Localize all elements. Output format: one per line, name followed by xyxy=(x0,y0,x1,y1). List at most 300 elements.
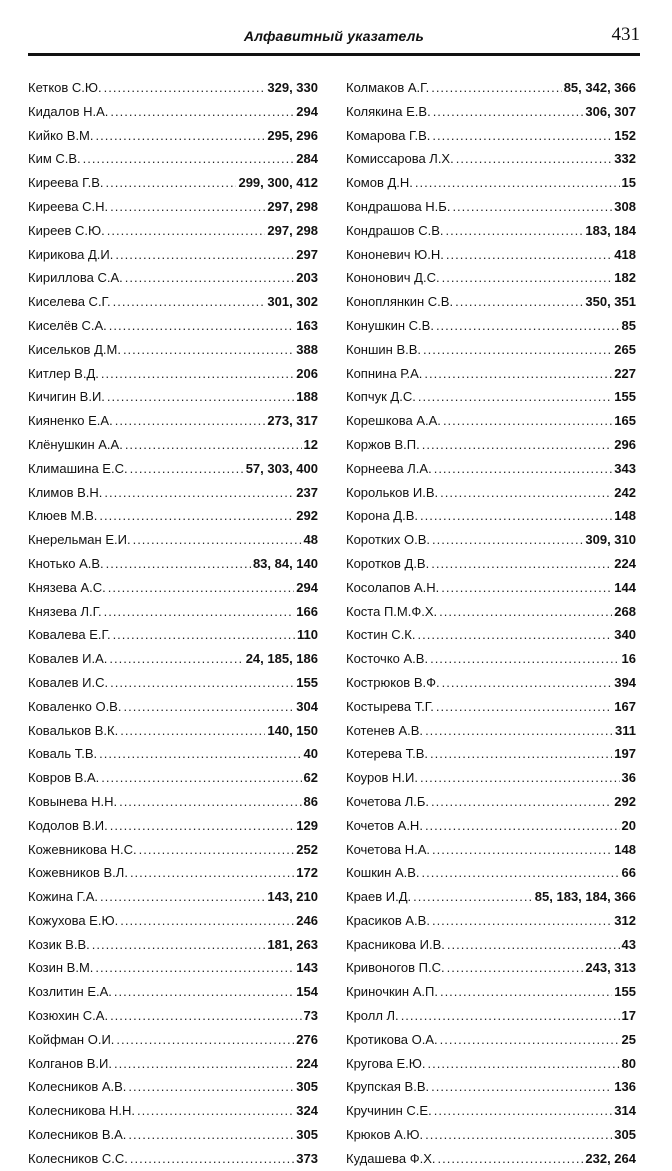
dot-leader xyxy=(447,956,584,980)
page-references: 136 xyxy=(614,1079,636,1095)
dot-leader xyxy=(455,290,583,314)
index-entry xyxy=(346,980,636,1004)
author-name: Козин В.М. xyxy=(28,960,94,976)
page-references: 197 xyxy=(614,746,636,762)
page-references: 332 xyxy=(614,151,636,167)
index-entry xyxy=(346,100,636,124)
page-references: 148 xyxy=(614,508,636,524)
author-name: Кошкин А.В. xyxy=(346,865,420,881)
dot-leader xyxy=(110,100,294,124)
page-references: 62 xyxy=(303,770,318,786)
index-entry xyxy=(28,600,318,624)
index-entry xyxy=(346,1123,636,1147)
dot-leader xyxy=(431,76,562,100)
dot-leader xyxy=(115,243,294,267)
dot-leader xyxy=(434,1099,613,1123)
page-references: 163 xyxy=(296,317,318,333)
page-references: 343 xyxy=(614,460,636,476)
dot-leader xyxy=(430,647,619,671)
page-references: 16 xyxy=(621,651,636,667)
page-references: 85, 342, 366 xyxy=(563,80,636,95)
author-name: Койфман О.И. xyxy=(28,1031,115,1047)
author-name: Коноплянкин С.В. xyxy=(346,294,454,310)
author-name: Кудашева Ф.Х. xyxy=(346,1150,436,1166)
page-references: 309, 310 xyxy=(585,532,636,548)
page-references: 305 xyxy=(296,1127,318,1143)
author-name: Климов В.Н. xyxy=(28,484,103,500)
author-name: Колесников А.В. xyxy=(28,1079,127,1095)
page-references: 144 xyxy=(614,579,636,595)
author-name: Коваленко О.В. xyxy=(28,698,122,714)
page-references: 227 xyxy=(614,365,636,381)
dot-leader xyxy=(120,909,294,933)
author-name: Киреева Г.В. xyxy=(28,175,104,191)
index-entry xyxy=(346,1004,636,1028)
page-references: 43 xyxy=(621,936,636,952)
index-entry xyxy=(28,219,318,243)
dot-leader xyxy=(113,623,295,647)
dot-leader xyxy=(440,980,612,1004)
author-name: Киселева С.Г. xyxy=(28,294,111,310)
page-references: 252 xyxy=(296,841,318,857)
page-references: 83, 84, 140 xyxy=(252,555,318,571)
author-name: Крюков А.Ю. xyxy=(346,1127,424,1143)
page-references: 167 xyxy=(614,698,636,714)
author-name: Кожина Г.А. xyxy=(28,889,98,905)
index-entry xyxy=(346,76,636,100)
index-entry xyxy=(28,766,318,790)
page-references: 181, 263 xyxy=(267,936,318,952)
page-references: 140, 150 xyxy=(267,722,318,738)
index-entry xyxy=(346,1052,636,1076)
page-references: 143 xyxy=(296,960,318,976)
dot-leader xyxy=(110,671,294,695)
dot-leader xyxy=(423,338,612,362)
page-references: 296 xyxy=(614,436,636,452)
page-references: 276 xyxy=(296,1031,318,1047)
index-entry xyxy=(28,861,318,885)
page-references: 294 xyxy=(296,579,318,595)
author-name: Киреев С.Ю. xyxy=(28,222,105,238)
index-entry xyxy=(28,838,318,862)
page-references: 224 xyxy=(296,1055,318,1071)
index-entry xyxy=(346,195,636,219)
index-entry xyxy=(346,457,636,481)
dot-leader xyxy=(130,457,244,481)
index-entry xyxy=(28,885,318,909)
dot-leader xyxy=(109,314,295,338)
dot-leader xyxy=(447,933,620,957)
index-entry xyxy=(346,171,636,195)
page-references: 20 xyxy=(621,817,636,833)
dot-leader xyxy=(110,1004,301,1028)
section-title: Алфавитный указатель xyxy=(243,28,425,44)
author-name: Киселёв С.А. xyxy=(28,317,107,333)
author-name: Коста П.М.Ф.Х. xyxy=(346,603,438,619)
page-references: 237 xyxy=(296,484,318,500)
author-name: Корешкова А.А. xyxy=(346,413,441,429)
index-entry xyxy=(346,219,636,243)
index-entry xyxy=(28,1147,318,1171)
author-name: Китлер В.Д. xyxy=(28,365,99,381)
dot-leader xyxy=(139,838,295,862)
dot-leader xyxy=(95,956,294,980)
page-references: 24, 185, 186 xyxy=(245,651,318,667)
dot-leader xyxy=(119,790,301,814)
dot-leader xyxy=(436,314,620,338)
page-references: 306, 307 xyxy=(585,103,636,119)
index-entry xyxy=(28,124,318,148)
dot-leader xyxy=(115,409,266,433)
author-name: Кочетова Л.Б. xyxy=(346,793,430,809)
dot-leader xyxy=(456,147,613,171)
index-entry xyxy=(346,623,636,647)
dot-leader xyxy=(438,1147,584,1171)
author-name: Котерева Т.В. xyxy=(346,746,429,762)
dot-leader xyxy=(434,457,613,481)
author-name: Кнотько А.В. xyxy=(28,555,104,571)
index-entry xyxy=(28,956,318,980)
index-entry xyxy=(28,576,318,600)
page-references: 154 xyxy=(296,984,318,1000)
author-name: Ким С.В. xyxy=(28,151,81,167)
page-references: 394 xyxy=(614,674,636,690)
page-references: 284 xyxy=(296,151,318,167)
index-entry xyxy=(346,409,636,433)
dot-leader xyxy=(442,671,613,695)
dot-leader xyxy=(130,1147,294,1171)
author-name: Колесникова Н.Н. xyxy=(28,1103,135,1119)
dot-leader xyxy=(110,814,295,838)
page-references: 155 xyxy=(614,389,636,405)
index-entry xyxy=(28,433,318,457)
dot-leader xyxy=(415,171,620,195)
dot-leader xyxy=(420,766,620,790)
dot-leader xyxy=(413,885,533,909)
author-name: Колесников В.А. xyxy=(28,1127,127,1143)
author-name: Кидалов Н.А. xyxy=(28,103,109,119)
page-references: 373 xyxy=(296,1150,318,1166)
dot-leader xyxy=(440,481,612,505)
author-name: Коваль Т.В. xyxy=(28,746,98,762)
dot-leader xyxy=(128,1123,294,1147)
page-references: 418 xyxy=(614,246,636,262)
author-name: Кийко В.М. xyxy=(28,127,94,143)
index-entry xyxy=(28,647,318,671)
index-entry xyxy=(28,1099,318,1123)
index-entry xyxy=(28,909,318,933)
index-column-left xyxy=(28,76,318,1171)
author-name: Кетков С.Ю. xyxy=(28,80,102,95)
page-references: 203 xyxy=(296,270,318,286)
index-entry xyxy=(346,766,636,790)
dot-leader xyxy=(104,600,295,624)
index-entry xyxy=(28,814,318,838)
dot-leader xyxy=(431,790,612,814)
dot-leader xyxy=(422,433,613,457)
page-references: 155 xyxy=(614,984,636,1000)
author-name: Кнерельман Е.И. xyxy=(28,532,131,548)
page-references: 305 xyxy=(296,1079,318,1095)
index-entry xyxy=(28,528,318,552)
author-name: Комарова Г.В. xyxy=(346,127,431,143)
author-name: Кияненко Е.А. xyxy=(28,413,113,429)
page-references: 143, 210 xyxy=(267,889,318,905)
author-name: Киреева С.Н. xyxy=(28,198,109,214)
index-entry xyxy=(346,600,636,624)
index-entry xyxy=(28,243,318,267)
index-entry xyxy=(346,719,636,743)
author-name: Конушкин С.В. xyxy=(346,317,434,333)
page-references: 311 xyxy=(615,722,636,738)
dot-leader xyxy=(433,100,584,124)
page-references: 304 xyxy=(296,698,318,714)
index-entry xyxy=(28,790,318,814)
index-entry xyxy=(346,956,636,980)
index-entry xyxy=(346,528,636,552)
author-name: Кодолов В.И. xyxy=(28,817,108,833)
dot-leader xyxy=(442,266,613,290)
dot-leader xyxy=(446,219,584,243)
author-name: Коротков Д.В. xyxy=(346,555,430,571)
page-references: 188 xyxy=(296,389,318,405)
dot-leader xyxy=(114,980,294,1004)
author-name: Клёнушкин А.А. xyxy=(28,436,123,452)
index-entry xyxy=(28,671,318,695)
author-name: Князева Л.Г. xyxy=(28,603,102,619)
page-references: 182 xyxy=(614,270,636,286)
index-entry xyxy=(346,362,636,386)
index-column-right xyxy=(346,76,636,1171)
author-name: Кононевич Ю.Н. xyxy=(346,246,444,262)
author-name: Костырева Т.Г. xyxy=(346,698,434,714)
index-entry xyxy=(346,647,636,671)
page-references: 314 xyxy=(614,1103,636,1119)
author-name: Кролл Л. xyxy=(346,1008,399,1024)
author-name: Кругова Е.Ю. xyxy=(346,1055,426,1071)
page-references: 110 xyxy=(297,627,318,643)
page-references: 86 xyxy=(303,793,318,809)
index-entry xyxy=(28,504,318,528)
dot-leader xyxy=(99,742,301,766)
dot-leader xyxy=(109,647,243,671)
page-references: 155 xyxy=(296,674,318,690)
index-entry xyxy=(28,1004,318,1028)
index-entry xyxy=(28,457,318,481)
index-entry xyxy=(346,838,636,862)
dot-leader xyxy=(133,528,302,552)
dot-leader xyxy=(431,552,612,576)
author-name: Ковалева Е.Г. xyxy=(28,627,111,643)
author-name: Козик В.В. xyxy=(28,936,90,952)
page-references: 165 xyxy=(614,413,636,429)
page-references: 243, 313 xyxy=(585,960,636,976)
index-entry xyxy=(28,266,318,290)
page-references: 129 xyxy=(296,817,318,833)
dot-leader xyxy=(106,552,251,576)
index-entry xyxy=(346,266,636,290)
author-name: Корольков И.В. xyxy=(346,484,439,500)
page-references: 265 xyxy=(614,341,636,357)
author-name: Клюев М.В. xyxy=(28,508,98,524)
index-entry xyxy=(28,623,318,647)
dot-leader xyxy=(100,885,265,909)
page-references: 85, 183, 184, 366 xyxy=(534,889,636,905)
dot-leader xyxy=(83,147,295,171)
index-entry xyxy=(346,742,636,766)
author-name: Колесников С.С. xyxy=(28,1150,128,1166)
dot-leader xyxy=(123,695,294,719)
page-references: 246 xyxy=(296,912,318,928)
index-entry xyxy=(346,314,636,338)
dot-leader xyxy=(137,1099,294,1123)
dot-leader xyxy=(120,719,265,743)
page-references: 308 xyxy=(614,198,636,214)
dot-leader xyxy=(424,362,612,386)
author-name: Кононович Д.С. xyxy=(346,270,440,286)
index-entry xyxy=(346,885,636,909)
page-references: 12 xyxy=(303,436,318,452)
author-name: Костин С.К. xyxy=(346,627,416,643)
dot-leader xyxy=(418,623,613,647)
index-entry xyxy=(28,290,318,314)
index-entry xyxy=(346,1075,636,1099)
page-references: 48 xyxy=(303,532,318,548)
dot-leader xyxy=(446,243,612,267)
page-references: 312 xyxy=(614,912,636,928)
dot-leader xyxy=(113,290,266,314)
index-entry xyxy=(28,481,318,505)
author-name: Колякина Е.В. xyxy=(346,103,431,119)
index-entry xyxy=(346,814,636,838)
dot-leader xyxy=(130,861,294,885)
author-name: Коншин В.В. xyxy=(346,341,422,357)
author-name: Копчук Д.С. xyxy=(346,389,416,405)
page-number: 431 xyxy=(611,24,640,45)
page-references: 292 xyxy=(296,508,318,524)
author-name: Комов Д.Н. xyxy=(346,175,413,191)
dot-leader xyxy=(101,362,294,386)
page-references: 73 xyxy=(303,1008,318,1024)
page-references: 273, 317 xyxy=(267,413,318,429)
index-entry xyxy=(28,1075,318,1099)
index-entry xyxy=(346,243,636,267)
index-entry xyxy=(346,909,636,933)
author-name: Козлитин Е.А. xyxy=(28,984,112,1000)
page-references: 36 xyxy=(621,770,636,786)
author-name: Ковальков В.К. xyxy=(28,722,119,738)
dot-leader xyxy=(101,766,301,790)
dot-leader xyxy=(432,838,612,862)
dot-leader xyxy=(432,124,612,148)
author-name: Копнина Р.А. xyxy=(346,365,423,381)
dot-leader xyxy=(104,76,266,100)
page-references: 57, 303, 400 xyxy=(245,460,318,476)
author-name: Корона Д.В. xyxy=(346,508,418,524)
index-entry xyxy=(28,147,318,171)
author-name: Климашина Е.С. xyxy=(28,460,128,476)
index-entry xyxy=(28,314,318,338)
index-entry xyxy=(346,933,636,957)
author-name: Криночкин А.П. xyxy=(346,984,438,1000)
author-name: Кондрашова Н.Б. xyxy=(346,198,451,214)
index-entry xyxy=(28,171,318,195)
author-name: Кириллова С.А. xyxy=(28,270,123,286)
dot-leader xyxy=(99,504,294,528)
page-references: 301, 302 xyxy=(267,294,318,310)
author-name: Коржов В.П. xyxy=(346,436,420,452)
dot-leader xyxy=(114,1052,294,1076)
dot-leader xyxy=(432,528,583,552)
index-entry xyxy=(346,504,636,528)
dot-leader xyxy=(110,195,265,219)
page-references: 294 xyxy=(296,103,318,119)
index-entry xyxy=(346,576,636,600)
page-references: 329, 330 xyxy=(267,80,318,95)
author-name: Ковров В.А. xyxy=(28,770,100,786)
author-name: Кротикова О.А. xyxy=(346,1031,438,1047)
author-name: Крупская В.В. xyxy=(346,1079,430,1095)
dot-leader xyxy=(92,933,266,957)
author-name: Кондрашов С.В. xyxy=(346,222,444,238)
index-entry xyxy=(346,1028,636,1052)
page-references: 17 xyxy=(621,1008,636,1024)
dot-leader xyxy=(123,338,294,362)
dot-leader xyxy=(108,576,295,600)
dot-leader xyxy=(420,504,612,528)
dot-leader xyxy=(425,814,620,838)
dot-leader xyxy=(125,266,295,290)
index-entry xyxy=(28,195,318,219)
page-references: 206 xyxy=(296,365,318,381)
dot-leader xyxy=(425,1123,612,1147)
index-entry xyxy=(28,742,318,766)
dot-leader xyxy=(107,219,266,243)
dot-leader xyxy=(439,600,612,624)
dot-leader xyxy=(427,1052,619,1076)
author-name: Ковынева Н.Н. xyxy=(28,793,118,809)
index-entry xyxy=(346,1099,636,1123)
index-entry xyxy=(346,290,636,314)
index-entry xyxy=(28,980,318,1004)
author-name: Кочетов А.Н. xyxy=(346,817,423,833)
author-name: Кожевников В.Л. xyxy=(28,865,128,881)
author-name: Красиков А.В. xyxy=(346,912,430,928)
index-entry xyxy=(28,338,318,362)
author-name: Кичигин В.И. xyxy=(28,389,105,405)
author-name: Котенев А.В. xyxy=(346,722,424,738)
page-references: 299, 300, 412 xyxy=(238,175,318,191)
page-references: 292 xyxy=(614,793,636,809)
page-references: 40 xyxy=(303,746,318,762)
page-references: 268 xyxy=(614,603,636,619)
page-references: 15 xyxy=(621,175,636,191)
author-name: Кострюков В.Ф. xyxy=(346,674,440,690)
dot-leader xyxy=(125,433,302,457)
page-references: 183, 184 xyxy=(585,222,636,238)
author-name: Краев И.Д. xyxy=(346,889,412,905)
dot-leader xyxy=(107,385,294,409)
dot-leader xyxy=(96,124,266,148)
author-name: Корнеева Л.А. xyxy=(346,460,432,476)
dot-leader xyxy=(431,1075,612,1099)
dot-leader xyxy=(418,385,612,409)
page-references: 148 xyxy=(614,841,636,857)
dot-leader xyxy=(452,195,612,219)
page-references: 297, 298 xyxy=(267,222,318,238)
dot-leader xyxy=(441,576,612,600)
author-name: Колганов В.И. xyxy=(28,1055,112,1071)
